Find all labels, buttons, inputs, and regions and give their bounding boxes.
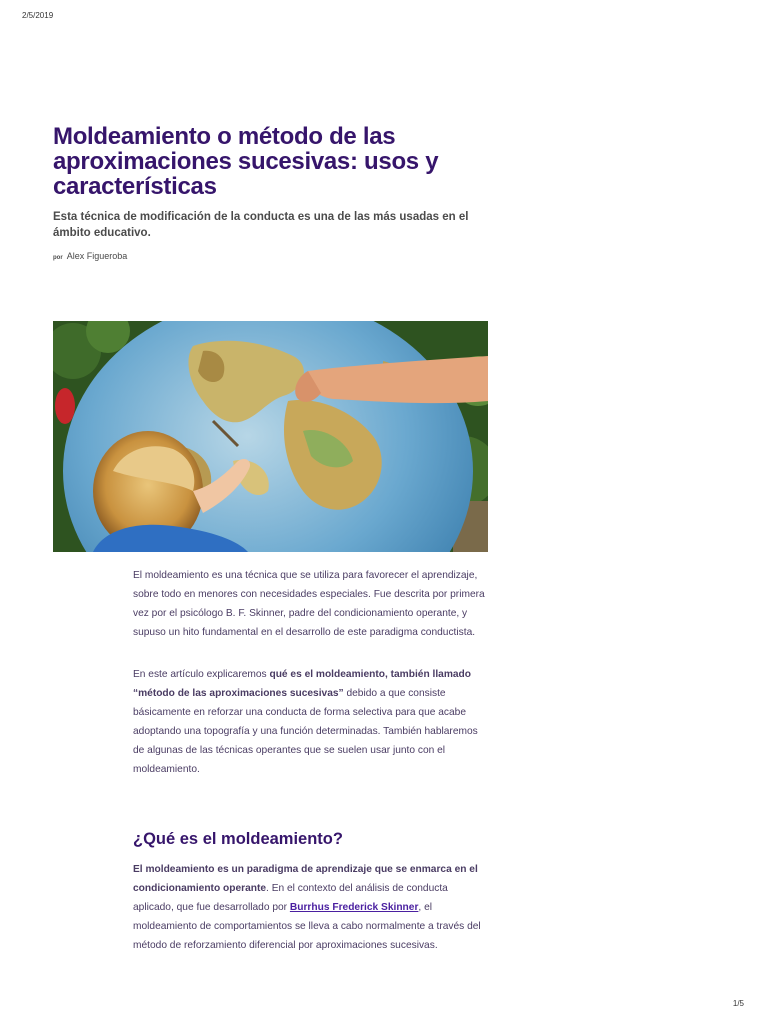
page-number: 1/5 — [732, 999, 744, 1008]
explanation-text-end: debido a que consiste básicamente en reforzar una conducta de forma selectiva para que acabe adoptando una topografía y una función determinadas. También hablaremos de algunas de las técnicas operantes que se suelen usar junto con el moldeamiento. — [133, 688, 478, 775]
article-title: Moldeamiento o método de las aproximaciones sucesivas: usos y características — [53, 123, 439, 200]
hero-image-child-globe — [53, 321, 488, 552]
section-heading: ¿Qué es el moldeamiento? — [133, 830, 343, 848]
definition-paragraph — [133, 860, 488, 955]
definition-bold-text: El moldeamiento es un paradigma de aprendizaje que se enmarca en el condicionamiento operante — [133, 864, 478, 894]
byline-prefix: por — [53, 255, 63, 261]
explanation-paragraph-block — [133, 665, 488, 779]
explanation-bold-text: qué es el moldeamiento, también llamado “método de las aproximaciones sucesivas” — [133, 669, 472, 699]
globe-illustration — [53, 321, 488, 552]
byline — [53, 251, 127, 261]
article-subtitle: Esta técnica de modificación de la conducta es una de las más usadas en el ámbito educativo. — [53, 211, 469, 239]
definition-text-end: , el moldeamiento de comportamientos se lleva a cabo normalmente a través del método de reforzamiento diferencial por aproximaciones sucesivas. — [133, 902, 481, 951]
print-date: 2/5/2019 — [22, 11, 54, 20]
explanation-text-start: En este artículo explicaremos — [133, 669, 270, 680]
intro-paragraph-block — [133, 566, 488, 642]
intro-paragraph: El moldeamiento es una técnica que se utiliza para favorecer el aprendizaje, sobre todo en menores con necesidades especiales. Fue descrita por primera vez por el psicólogo B. F. Skinner, padre del condicionamiento operante, y supuso un hito fundamental en el desarrollo de este paradigma conductista. — [133, 570, 485, 638]
author-name: Alex Figueroba — [66, 251, 128, 261]
explanation-paragraph — [133, 665, 488, 779]
definition-paragraph-block — [133, 860, 488, 955]
skinner-link[interactable]: Burrhus Frederick Skinner — [289, 902, 419, 913]
definition-text-mid: . En el contexto del análisis de conducta aplicado, que fue desarrollado por — [133, 883, 448, 913]
